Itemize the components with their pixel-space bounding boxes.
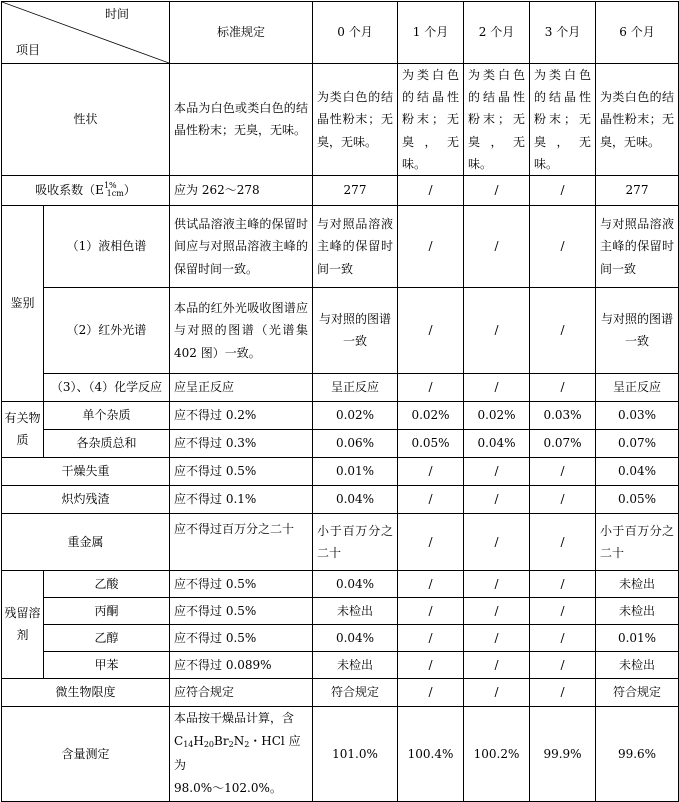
standard-cell: 应不得过 0.3% <box>170 429 313 457</box>
row-label: （2）红外光谱 <box>44 287 170 373</box>
formula-n-count: 2 <box>244 740 250 750</box>
formula-h: H <box>193 734 204 749</box>
cell-m6: 0.03% <box>596 401 679 429</box>
cell-m0: 与对照的图谱一致 <box>313 287 398 373</box>
header-month-6: 6 个月 <box>596 2 679 64</box>
row-heavy-metals <box>2 513 679 570</box>
cell-m1: / <box>398 570 464 597</box>
cell-m6: 呈正反应 <box>596 373 679 401</box>
cell-m1: / <box>398 287 464 373</box>
row-label: 各杂质总和 <box>44 429 170 457</box>
cell-m1: / <box>398 678 464 706</box>
cell-m1: 0.02% <box>398 401 464 429</box>
cell-m2: / <box>464 485 530 513</box>
standard-cell: 应为 262～278 <box>170 175 313 205</box>
standard-cell <box>170 706 313 801</box>
row-label: 甲苯 <box>44 651 170 678</box>
assay-standard-line-1: 本品按干燥品计算，含 <box>174 710 295 725</box>
cell-m6: 未检出 <box>596 597 679 624</box>
cell-m2: 0.04% <box>464 429 530 457</box>
cell-m2: / <box>464 175 530 205</box>
row-solvent-acetone <box>2 597 679 624</box>
assay-standard-line-3: 98.0%～102.0%。 <box>174 781 282 796</box>
row-loss-on-drying <box>2 457 679 485</box>
cell-m6: 与对照的图谱一致 <box>596 287 679 373</box>
cell-m6: 0.04% <box>596 457 679 485</box>
row-id-ir <box>2 287 679 373</box>
cell-m3: / <box>530 678 596 706</box>
group-label-identification: 鉴别 <box>2 205 44 401</box>
formula-rest: ・HCl 应为 <box>174 734 301 772</box>
standard-cell: 应呈正反应 <box>170 373 313 401</box>
cell-m0: 0.02% <box>313 401 398 429</box>
cell-m6: 277 <box>596 175 679 205</box>
standard-cell: 供试品溶液主峰的保留时间应与对照品溶液主峰的保留时间一致。 <box>170 205 313 287</box>
cell-m1: / <box>398 651 464 678</box>
row-label: 乙酸 <box>44 570 170 597</box>
cell-m2: 100.2% <box>464 706 530 801</box>
cell-m0: 0.04% <box>313 570 398 597</box>
cell-m1: / <box>398 373 464 401</box>
row-microbial-limit <box>2 678 679 706</box>
cell-m0: 0.01% <box>313 457 398 485</box>
cell-m3: / <box>530 457 596 485</box>
cell-m1: / <box>398 624 464 651</box>
row-label: 性状 <box>2 64 170 176</box>
header-standard: 标准规定 <box>170 2 313 64</box>
row-assay <box>2 706 679 801</box>
diagonal-header-item: 项目 <box>16 43 41 58</box>
cell-m1: / <box>398 485 464 513</box>
cell-m1: / <box>398 513 464 570</box>
cell-m6: 符合规定 <box>596 678 679 706</box>
formula-c-count: 14 <box>183 740 194 750</box>
cell-m3: / <box>530 597 596 624</box>
row-related-total <box>2 429 679 457</box>
cell-m1: / <box>398 457 464 485</box>
cell-m6: 0.07% <box>596 429 679 457</box>
cell-m1: 为类白色的结晶性粉末；无臭，无味。 <box>398 64 464 176</box>
cell-m6: 99.6% <box>596 706 679 801</box>
row-label: 含量测定 <box>2 706 170 801</box>
cell-m0: 101.0% <box>313 706 398 801</box>
standard-cell: 应不得过 0.5% <box>170 457 313 485</box>
standard-cell: 应不得过 0.1% <box>170 485 313 513</box>
cell-m2: / <box>464 678 530 706</box>
cell-m3: / <box>530 175 596 205</box>
cell-m3: / <box>530 485 596 513</box>
cell-m0: 呈正反应 <box>313 373 398 401</box>
standard-cell: 应不得过 0.5% <box>170 624 313 651</box>
row-label <box>2 175 170 205</box>
cell-m3: 0.07% <box>530 429 596 457</box>
cell-m0: 0.04% <box>313 624 398 651</box>
cell-m6: 0.01% <box>596 624 679 651</box>
cell-m2: / <box>464 651 530 678</box>
standard-cell: 应不得过 0.2% <box>170 401 313 429</box>
label-suffix: ） <box>123 183 136 198</box>
label-sub: 1cm <box>106 189 124 199</box>
cell-m3: / <box>530 205 596 287</box>
row-id-hplc <box>2 205 679 287</box>
formula-h-count: 20 <box>203 740 215 750</box>
formula-n: N <box>233 734 245 749</box>
row-solvent-acetic-acid <box>2 570 679 597</box>
cell-m6: 为类白色的结晶性粉末；无臭，无味。 <box>596 64 679 176</box>
row-label: 干燥失重 <box>2 457 170 485</box>
cell-m3: 0.03% <box>530 401 596 429</box>
cell-m1: 100.4% <box>398 706 464 801</box>
cell-m1: 0.05% <box>398 429 464 457</box>
cell-m0: 为类白色的结晶性粉末；无臭，无味。 <box>313 64 398 176</box>
label-prefix: 吸收系数（E <box>35 183 104 198</box>
standard-cell: 应不得过 0.5% <box>170 570 313 597</box>
group-label-residual-solvents: 残留溶剂 <box>2 570 44 678</box>
cell-m2: / <box>464 205 530 287</box>
standard-cell: 本品为白色或类白色的结晶性粉末；无臭，无味。 <box>170 64 313 176</box>
cell-m0: 277 <box>313 175 398 205</box>
label-e-notation <box>104 183 124 197</box>
label-sup: 1% <box>103 181 117 191</box>
standard-cell: 应符合规定 <box>170 678 313 706</box>
row-label: 炽灼残渣 <box>2 485 170 513</box>
cell-m0: 符合规定 <box>313 678 398 706</box>
row-appearance <box>2 64 679 176</box>
cell-m6: 未检出 <box>596 651 679 678</box>
row-solvent-toluene <box>2 651 679 678</box>
cell-m1: / <box>398 175 464 205</box>
row-absorption <box>2 175 679 205</box>
formula-br: Br <box>214 734 229 749</box>
cell-m3: 为类白色的结晶性粉末；无臭，无味。 <box>530 64 596 176</box>
cell-m2: / <box>464 513 530 570</box>
row-solvent-ethanol <box>2 624 679 651</box>
cell-m3: / <box>530 287 596 373</box>
diagonal-header-cell <box>2 2 170 64</box>
cell-m2: / <box>464 570 530 597</box>
cell-m0: 未检出 <box>313 651 398 678</box>
formula-br-count: 2 <box>228 740 234 750</box>
diagonal-header-time: 时间 <box>104 7 129 21</box>
row-label: 乙醇 <box>44 624 170 651</box>
cell-m2: 0.02% <box>464 401 530 429</box>
header-month-3: 3 个月 <box>530 2 596 64</box>
row-label: 丙酮 <box>44 597 170 624</box>
cell-m3: / <box>530 373 596 401</box>
cell-m0: 未检出 <box>313 597 398 624</box>
row-label: （3）、（4）化学反应 <box>44 373 170 401</box>
cell-m6: 小于百万分之二十 <box>596 513 679 570</box>
cell-m2: / <box>464 624 530 651</box>
cell-m2: / <box>464 597 530 624</box>
cell-m3: / <box>530 651 596 678</box>
row-related-single <box>2 401 679 429</box>
row-id-chem <box>2 373 679 401</box>
standard-cell: 应不得过 0.089% <box>170 651 313 678</box>
standard-cell: 应不得过 0.5% <box>170 597 313 624</box>
group-label-related: 有关物质 <box>2 401 44 457</box>
row-residue-on-ignition <box>2 485 679 513</box>
cell-m3: 99.9% <box>530 706 596 801</box>
cell-m0: 与对照品溶液主峰的保留时间一致 <box>313 205 398 287</box>
cell-m3: / <box>530 570 596 597</box>
cell-m1: / <box>398 205 464 287</box>
header-month-1: 1 个月 <box>398 2 464 64</box>
cell-m0: 小于百万分之二十 <box>313 513 398 570</box>
header-month-0: 0 个月 <box>313 2 398 64</box>
row-label: 重金属 <box>2 513 170 570</box>
header-row <box>2 2 679 64</box>
cell-m1: / <box>398 597 464 624</box>
cell-m0: 0.06% <box>313 429 398 457</box>
standard-cell: 本品的红外光吸收图谱应与对照的图谱（光谱集 402 图）一致。 <box>170 287 313 373</box>
row-label: （1）液相色谱 <box>44 205 170 287</box>
assay-standard-formula <box>174 730 308 777</box>
cell-m0: 0.04% <box>313 485 398 513</box>
cell-m3: / <box>530 624 596 651</box>
stability-table <box>1 1 679 802</box>
cell-m6: 与对照品溶液主峰的保留时间一致 <box>596 205 679 287</box>
cell-m3: / <box>530 513 596 570</box>
standard-cell: 应不得过百万分之二十 <box>170 513 313 570</box>
formula-c: C <box>174 734 184 749</box>
row-label: 微生物限度 <box>2 678 170 706</box>
cell-m2: 为类白色的结晶性粉末；无臭，无味。 <box>464 64 530 176</box>
cell-m2: / <box>464 373 530 401</box>
header-month-2: 2 个月 <box>464 2 530 64</box>
cell-m6: 未检出 <box>596 570 679 597</box>
row-label: 单个杂质 <box>44 401 170 429</box>
cell-m2: / <box>464 287 530 373</box>
cell-m6: 0.05% <box>596 485 679 513</box>
cell-m2: / <box>464 457 530 485</box>
